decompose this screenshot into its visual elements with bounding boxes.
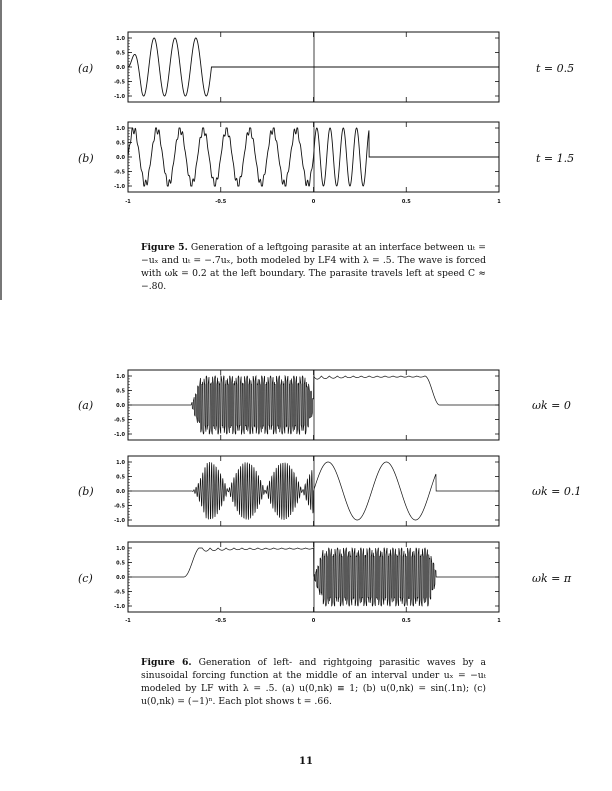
x-tick-label: -0.5 [215, 618, 227, 624]
scan-edge-mark [0, 0, 2, 300]
y-tick-label: -0.5 [114, 169, 125, 176]
fig5b-panel-label: (b) [78, 152, 94, 165]
y-tick-label: 0.5 [116, 474, 125, 481]
figure-6 [78, 370, 581, 624]
y-tick-label: 0.5 [116, 560, 125, 567]
fig5a-curve [128, 38, 499, 96]
fig6b-forcing-label: ωk = 0.1 [532, 485, 582, 498]
x-tick-label: 0 [311, 618, 316, 624]
x-tick-label: 0.5 [401, 618, 411, 624]
fig6b-curve [128, 462, 499, 520]
y-tick-label: -0.5 [114, 79, 125, 86]
fig6-panel-a [78, 370, 571, 440]
y-tick-label: 1.0 [116, 36, 125, 42]
x-tick-label: -1 [125, 199, 131, 205]
figure-5-caption [141, 241, 486, 293]
fig6-panel-c [78, 542, 572, 612]
y-tick-label: -0.5 [114, 503, 125, 510]
y-tick-label: -0.5 [114, 589, 125, 596]
y-tick-label: 1.0 [116, 460, 125, 466]
fig5b-curve [128, 128, 499, 186]
fig6c-forcing-label: ωk = π [532, 572, 572, 585]
y-tick-label: -1.0 [114, 604, 125, 610]
y-tick-label: 0.0 [116, 403, 125, 409]
x-tick-label: 1 [497, 199, 501, 205]
y-tick-label: 0.0 [116, 155, 125, 161]
y-tick-label: 0.0 [116, 65, 125, 71]
figure-6-caption [141, 656, 486, 708]
fig5b-time-label: t = 1.5 [536, 152, 575, 165]
y-tick-label: 1.0 [116, 126, 125, 132]
page-number: 11 [299, 756, 313, 767]
y-tick-label: 1.0 [116, 546, 125, 552]
x-tick-label: -1 [125, 618, 131, 624]
fig6a-curve [128, 376, 499, 434]
fig6a-forcing-label: ωk = 0 [532, 399, 571, 412]
x-tick-label: 0 [311, 199, 316, 205]
x-tick-label: 1 [497, 618, 501, 624]
y-tick-label: 1.0 [116, 374, 125, 380]
y-tick-label: -1.0 [114, 94, 125, 100]
x-tick-label: 0.5 [401, 199, 411, 205]
y-tick-label: 0.5 [116, 140, 125, 147]
y-tick-label: 0.5 [116, 388, 125, 395]
fig5a-panel-label: (a) [78, 62, 94, 75]
figure-6-caption-label: Figure 6. [141, 657, 192, 668]
fig5-panel-b [78, 122, 574, 192]
fig6c-curve [128, 548, 499, 606]
fig6-panel-b [78, 456, 581, 526]
y-tick-label: -0.5 [114, 417, 125, 424]
y-tick-label: 0.0 [116, 489, 125, 495]
y-tick-label: -1.0 [114, 184, 125, 190]
fig6-x-tick-labels [125, 618, 501, 624]
figure-5-caption-label: Figure 5. [141, 242, 188, 253]
fig6a-panel-label: (a) [78, 399, 94, 412]
fig5-x-tick-labels [125, 199, 501, 205]
figure-6-caption-text: Generation of left- and rightgoing parasitic waves by a sinusoidal forcing function at the middle of an interval under uₓ = −uₜ modeled by LF with λ = .5. (a) u(0,nk) ≡ 1; (b) u(0,nk) = sin(.1n); (c) u(0,nk) = (−1)ⁿ. Each plot shows t = .66. [141, 657, 487, 707]
y-tick-label: 0.0 [116, 575, 125, 581]
fig6b-panel-label: (b) [78, 485, 94, 498]
y-tick-label: 0.5 [116, 50, 125, 57]
fig6c-panel-label: (c) [78, 572, 93, 585]
y-tick-label: -1.0 [114, 518, 125, 524]
y-tick-label: -1.0 [114, 432, 125, 438]
fig5-panel-a [78, 32, 574, 102]
x-tick-label: -0.5 [215, 199, 227, 205]
figure-5 [78, 32, 574, 205]
figure-5-caption-text: Generation of a leftgoing parasite at an interface between uₜ = −uₓ and uₜ = −.7uₓ, both modeled by LF4 with λ = .5. The wave is forced with ωk = 0.2 at the left boundary. The parasite travels left at speed C ≈ −.80. [141, 242, 486, 292]
fig5a-time-label: t = 0.5 [536, 62, 575, 75]
